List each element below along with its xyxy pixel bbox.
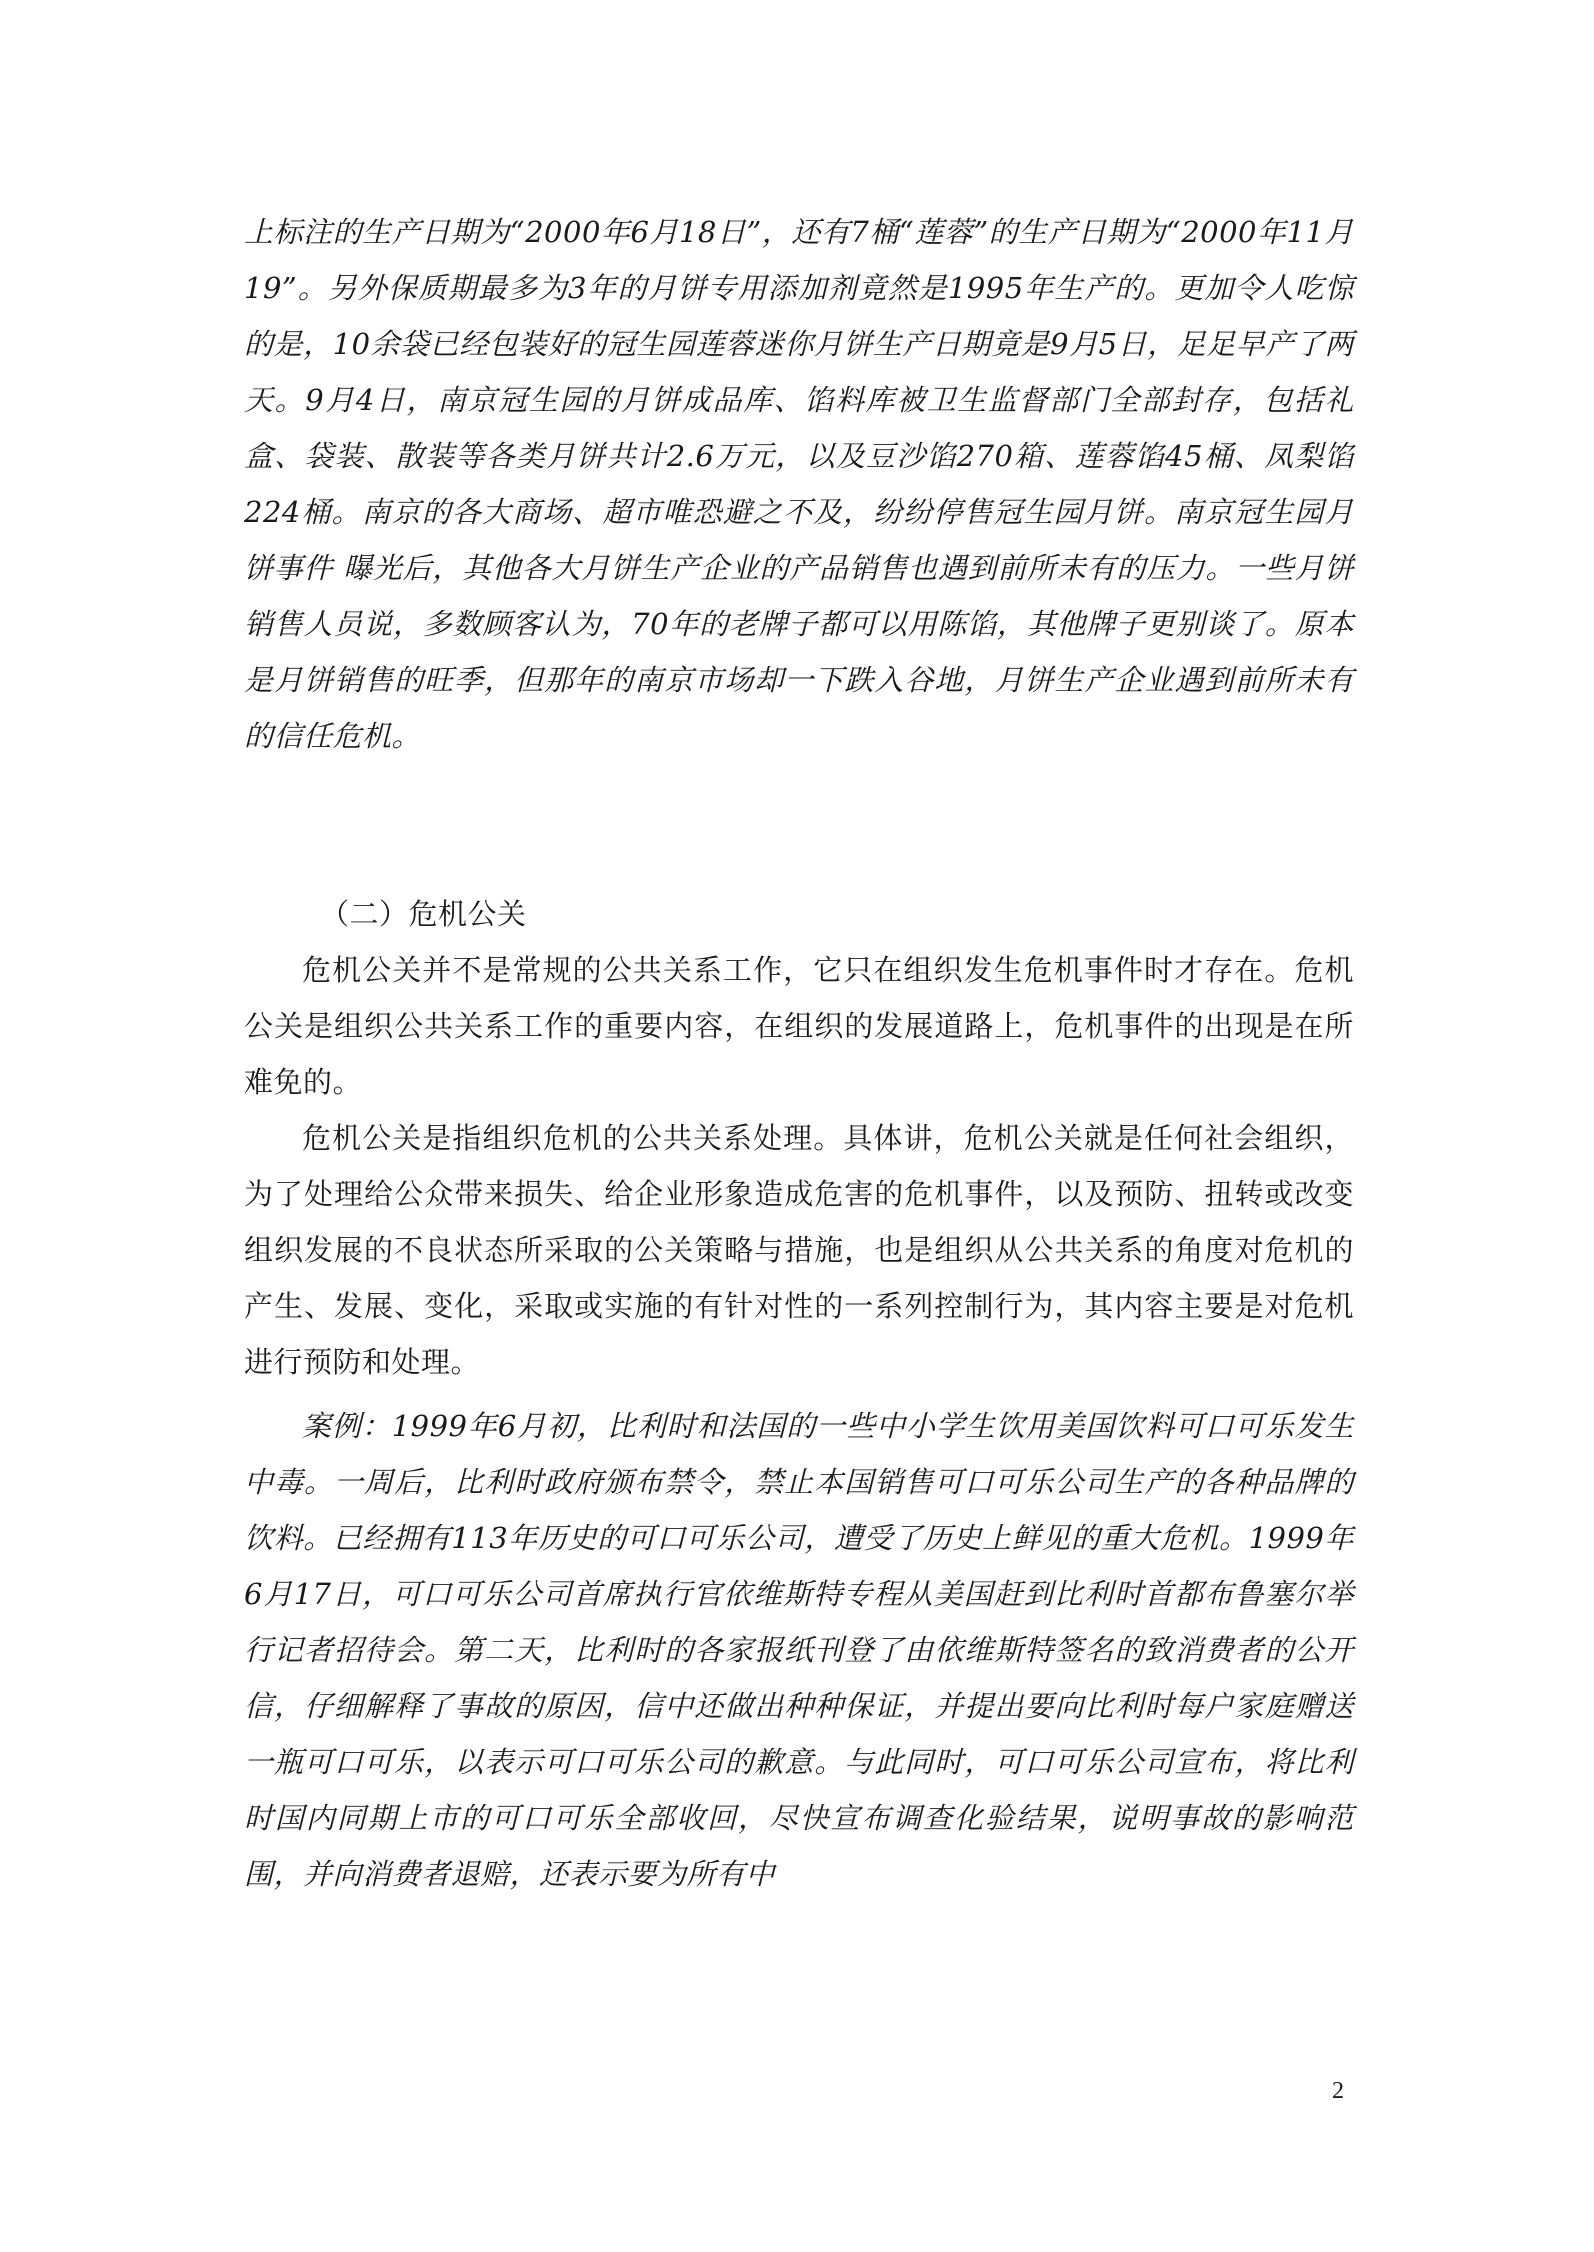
page-number: 2 [1332,2078,1344,2104]
paragraph-crisis-pr-intro: 危机公关并不是常规的公共关系工作，它只在组织发生危机事件时才存在。危机公关是组织公共关系工作的重要内容，在组织的发展道路上，危机事件的出现是在所难免的。 [244,953,1354,1099]
paragraph-crisis-pr-definition: 危机公关是指组织危机的公共关系处理。具体讲，危机公关就是任何社会组织，为了处理给公众带来损失、给企业形象造成危害的危机事件，以及预防、扭转或改变组织发展的不良状态所采取的公关策略与措施，也是组织从公共关系的角度对危机的产生、发展、变化，采取或实施的有针对性的一系列控制行为，其内容主要是对危机进行预防和处理。 [244,1121,1354,1379]
case-study-text [244,1398,1354,1902]
continued-case-text [244,204,1354,764]
case-paragraph: 案例：1999年6月初，比利时和法国的一些中小学生饮用美国饮料可口可乐发生中毒。一周后，比利时政府颁布禁令，禁止本国销售可口可乐公司生产的各种品牌的饮料。已经拥有113年历史的可口可乐公司，遭受了历史上鲜见的重大危机。1999年6月17日，可口可乐公司首席执行官依维斯特专程从美国赶到比利时首都布鲁塞尔举行记者招待会。第二天，比利时的各家报纸刊登了由依维斯特签名的致消费者的公开信，仔细解释了事故的原因，信中还做出种种保证，并提出要向比利时每户家庭赠送一瓶可口可乐，以表示可口可乐公司的歉意。与此同时，可口可乐公司宣布，将比利时国内同期上市的可口可乐全部收回，尽快宣布调查化验结果，说明事故的影响范围，并向消费者退赔，还表示要为所有中 [244,1409,1354,1891]
section-heading: （二）危机公关 [320,897,527,931]
body-text [244,942,1354,1390]
continued-paragraph: 上标注的生产日期为“2000年6月18日”，还有7桶“莲蓉”的生产日期为“2000年11月19”。另外保质期最多为3年的月饼专用添加剂竟然是1995年生产的。更加令人吃惊的是，10余袋已经包装好的冠生园莲蓉迷你月饼生产日期竟是9月5日，足足早产了两天。9月4日，南京冠生园的月饼成品库、馅料库被卫生监督部门全部封存，包括礼盒、袋装、散装等各类月饼共计2.6万元，以及豆沙馅270箱、莲蓉馅45桶、凤梨馅224桶。南京的各大商场、超市唯恐避之不及，纷纷停售冠生园月饼。南京冠生园月饼事件 曝光后，其他各大月饼生产企业的产品销售也遇到前所未有的压力。一些月饼销售人员说，多数顾客认为，70年的老牌子都可以用陈馅，其他牌子更别谈了。原本是月饼销售的旺季，但那年的南京市场却一下跌入谷地，月饼生产企业遇到前所未有的信任危机。 [244,215,1354,753]
